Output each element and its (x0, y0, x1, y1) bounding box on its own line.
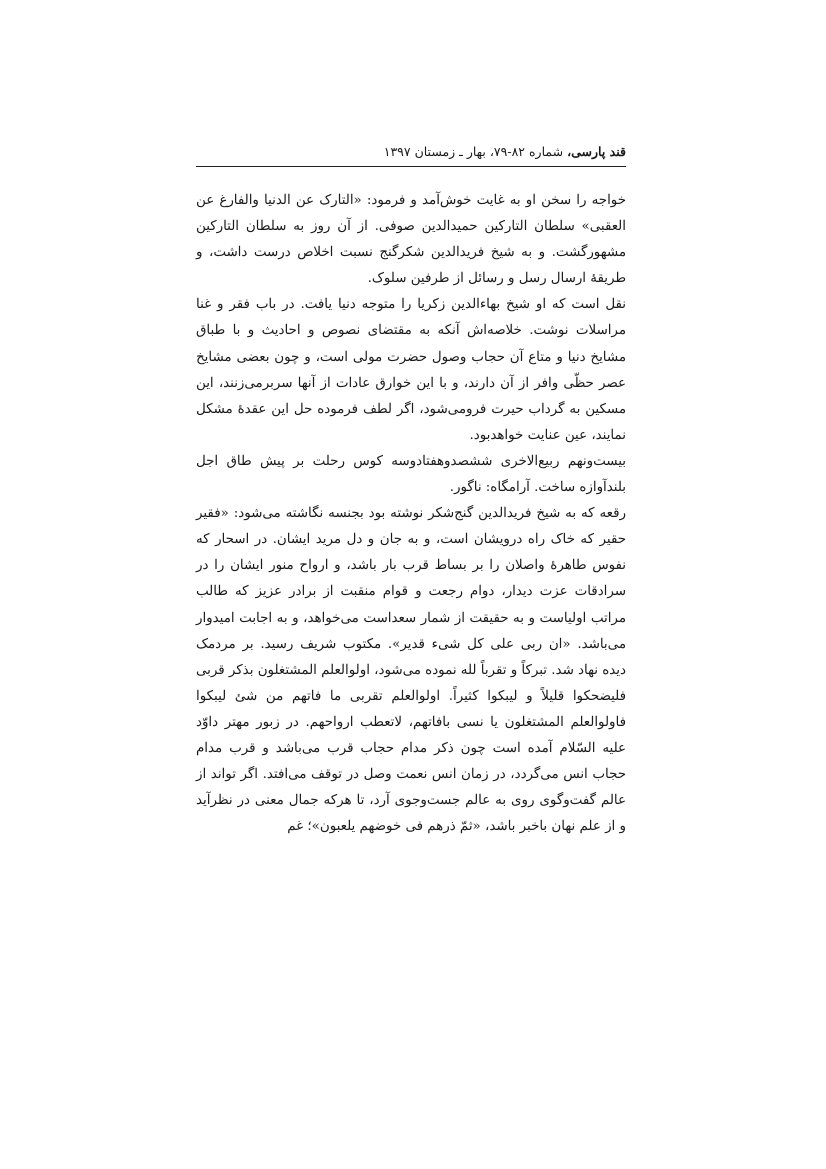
journal-title: قند پارسی، (567, 144, 626, 159)
paragraph-3: بیست‌ونهم ربیع‌الاخری ششصدوهفتادوسه کوس رحلت بر پیش طاق اجل بلندآوازه ساخت. آرامگاه: ناگور. (196, 453, 626, 496)
paragraph-2: نقل است که او شیخ بهاءالدین زکریا را متوجه دنیا یافت. در باب فقر و غنا مراسلات نوشت. خلاصه‌اش آنکه به مقتضای نصوص و احادیث و با طباق مشایخ دنیا و متاع آن حجاب وصول حضرت مولی است، و چون بعضی مشایخ عصر حظّی وافر از آن دارند، و با این خوارق عادات از آنها سربرمی‌زنند، این مسکین به گرداب حیرت فرومی‌شود، اگر لطف فرموده حل این عقدهٔ مشکل نمایند، عین عنایت خواهدبود. (196, 297, 626, 443)
paragraph-4: رقعه که به شیخ فریدالدین گنج‌شکر نوشته بود بجنسه نگاشته می‌شود: «فقیر حقیر که خاک راه درویشان است، و به جان و دل مرید ایشان. در اسحار که نفوس طاهرهٔ واصلان را بر بساط قرب بار باشد، و ارواح منور ایشان را در سرادقات عزت دیدار، دوام رجعت و قوام منقبت از برادر عزیز که طالب مراتب اولیاست و به حقیقت از شمار سعداست می‌خواهد، و به اجابت امیدوار می‌باشد. «ان ربی علی کل شیء قدیر». مکتوب شریف رسید. بر مردمک دیده نهاد شد. تبرکاً و تقرباً لله نموده می‌شود، اولوالعلم المشتغلون بذکر قربی فلیضحکوا قلیلاً و لیبکوا کثیراً. اولوالعلم تقربی ما فاتهم من شئ لیبکوا فاولوالعلم المشتغلون یا نسی بافاتهم، لاتعطب ارواحهم. در زبور مهتر داوّد علیه السّلام آمده است چون ذکر مدام حجاب قرب می‌باشد و قرب مدام حجاب انس می‌گردد، در زمان انس نعمت وصل در توقف می‌افتد. اگر تواند از عالم گفت‌وگوی روی به عالم جست‌وجوی آرد، تا هرکه جمال معنی در نظرآید و از علم نهان باخبر باشد، «ثمّ ذرهم فی خوضهم یلعبون»؛ غم (195, 506, 626, 835)
paragraph-1: خواجه را سخن او به غایت خوش‌آمد و فرمود: «التارک عن الدنیا والفارغ عن العقبی» سلطان التارکین حمیدالدین صوفی. از آن روز به سلطان التارکین مشهورگشت. و به شیخ فریدالدین شکرگنج نسبت اخلاص درست داشت، و طریقهٔ ارسال رسل و رسائل از طرفین سلوک. (196, 193, 626, 287)
body-text (196, 188, 626, 840)
running-header (196, 138, 626, 167)
issue-info: شماره ۸۲-۷۹، بهار ـ زمستان ۱۳۹۷ (383, 144, 568, 159)
